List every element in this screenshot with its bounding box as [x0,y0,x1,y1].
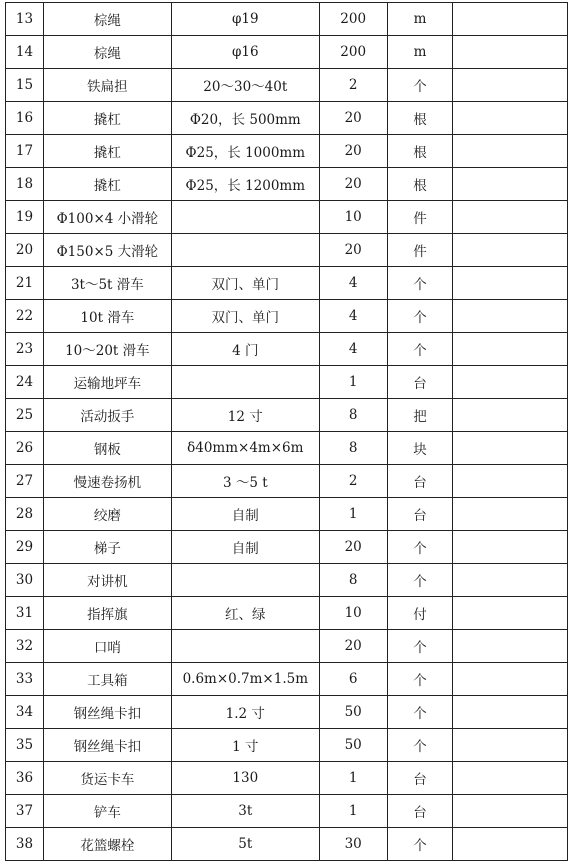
spec-cell: 3t [171,795,319,828]
remark-cell [453,102,568,135]
item-name-cell: 10t 滑车 [43,300,171,333]
unit-cell: 台 [387,498,453,531]
row-number-cell: 21 [6,267,44,300]
row-number-cell: 13 [6,3,44,36]
quantity-cell: 20 [319,531,387,564]
row-number-cell: 38 [6,828,44,861]
remark-cell [453,300,568,333]
spec-cell: 自制 [171,531,319,564]
remark-cell [453,234,568,267]
table-row [6,168,568,201]
table-row [6,69,568,102]
unit-cell: 根 [387,135,453,168]
equipment-table [5,2,568,861]
unit-cell: 根 [387,102,453,135]
table-row [6,762,568,795]
quantity-cell: 8 [319,564,387,597]
quantity-cell: 2 [319,69,387,102]
row-number-cell: 29 [6,531,44,564]
quantity-cell: 4 [319,267,387,300]
table-row [6,465,568,498]
unit-cell: 个 [387,828,453,861]
remark-cell [453,597,568,630]
remark-cell [453,663,568,696]
remark-cell [453,168,568,201]
item-name-cell: 钢丝绳卡扣 [43,729,171,762]
quantity-cell: 8 [319,432,387,465]
row-number-cell: 35 [6,729,44,762]
unit-cell: 付 [387,597,453,630]
row-number-cell: 31 [6,597,44,630]
unit-cell: 个 [387,630,453,663]
row-number-cell: 34 [6,696,44,729]
unit-cell: m [387,36,453,69]
spec-cell [171,201,319,234]
remark-cell [453,201,568,234]
item-name-cell: 指挥旗 [43,597,171,630]
unit-cell: 个 [387,333,453,366]
table-row [6,135,568,168]
quantity-cell: 2 [319,465,387,498]
table-row [6,399,568,432]
table-row [6,300,568,333]
item-name-cell: 撬杠 [43,102,171,135]
row-number-cell: 28 [6,498,44,531]
unit-cell: 台 [387,465,453,498]
quantity-cell: 4 [319,300,387,333]
row-number-cell: 36 [6,762,44,795]
remark-cell [453,531,568,564]
quantity-cell: 20 [319,234,387,267]
remark-cell [453,3,568,36]
table-row [6,3,568,36]
item-name-cell: 对讲机 [43,564,171,597]
item-name-cell: 撬杠 [43,135,171,168]
row-number-cell: 15 [6,69,44,102]
item-name-cell: 10～20t 滑车 [43,333,171,366]
table-row [6,366,568,399]
spec-cell: Φ20，长 500mm [171,102,319,135]
unit-cell: 块 [387,432,453,465]
unit-cell: 台 [387,795,453,828]
remark-cell [453,69,568,102]
item-name-cell: 钢板 [43,432,171,465]
remark-cell [453,762,568,795]
table-row [6,201,568,234]
row-number-cell: 20 [6,234,44,267]
table-row [6,630,568,663]
remark-cell [453,630,568,663]
remark-cell [453,366,568,399]
spec-cell [171,234,319,267]
table-row [6,795,568,828]
spec-cell: 4 门 [171,333,319,366]
row-number-cell: 37 [6,795,44,828]
row-number-cell: 24 [6,366,44,399]
unit-cell: 个 [387,69,453,102]
remark-cell [453,564,568,597]
row-number-cell: 30 [6,564,44,597]
item-name-cell: 撬杠 [43,168,171,201]
table-row [6,729,568,762]
spec-cell: 0.6m×0.7m×1.5m [171,663,319,696]
quantity-cell: 8 [319,399,387,432]
table-row [6,663,568,696]
item-name-cell: 钢丝绳卡扣 [43,696,171,729]
unit-cell: 台 [387,366,453,399]
quantity-cell: 4 [319,333,387,366]
quantity-cell: 6 [319,663,387,696]
quantity-cell: 1 [319,498,387,531]
spec-cell [171,366,319,399]
spec-cell: 红、绿 [171,597,319,630]
unit-cell: 件 [387,234,453,267]
item-name-cell: 3t～5t 滑车 [43,267,171,300]
quantity-cell: 20 [319,168,387,201]
spec-cell: Φ25，长 1200mm [171,168,319,201]
unit-cell: 个 [387,300,453,333]
row-number-cell: 17 [6,135,44,168]
remark-cell [453,498,568,531]
table-row [6,696,568,729]
table-row [6,531,568,564]
quantity-cell: 20 [319,135,387,168]
table-row [6,498,568,531]
row-number-cell: 25 [6,399,44,432]
item-name-cell: 货运卡车 [43,762,171,795]
remark-cell [453,729,568,762]
table-row [6,432,568,465]
table-row [6,564,568,597]
quantity-cell: 200 [319,36,387,69]
unit-cell: 个 [387,663,453,696]
spec-cell: Φ25，长 1000mm [171,135,319,168]
unit-cell: 个 [387,531,453,564]
row-number-cell: 26 [6,432,44,465]
unit-cell: 个 [387,267,453,300]
row-number-cell: 27 [6,465,44,498]
quantity-cell: 50 [319,729,387,762]
quantity-cell: 30 [319,828,387,861]
table-row [6,597,568,630]
item-name-cell: 慢速卷扬机 [43,465,171,498]
spec-cell: 双门、单门 [171,300,319,333]
quantity-cell: 1 [319,795,387,828]
quantity-cell: 20 [319,630,387,663]
remark-cell [453,267,568,300]
spec-cell: φ19 [171,3,319,36]
remark-cell [453,399,568,432]
item-name-cell: 工具箱 [43,663,171,696]
quantity-cell: 50 [319,696,387,729]
item-name-cell: 活动扳手 [43,399,171,432]
spec-cell: 1.2 寸 [171,696,319,729]
unit-cell: 个 [387,564,453,597]
item-name-cell: 绞磨 [43,498,171,531]
spec-cell: 1 寸 [171,729,319,762]
quantity-cell: 10 [319,201,387,234]
unit-cell: 把 [387,399,453,432]
spec-cell [171,564,319,597]
spec-cell: φ16 [171,36,319,69]
item-name-cell: 铁扁担 [43,69,171,102]
item-name-cell: 棕绳 [43,3,171,36]
table-row [6,234,568,267]
spec-cell: 3 ～5 t [171,465,319,498]
table-row [6,828,568,861]
item-name-cell: Φ150×5 大滑轮 [43,234,171,267]
unit-cell: 个 [387,729,453,762]
unit-cell: 台 [387,762,453,795]
unit-cell: 个 [387,696,453,729]
remark-cell [453,36,568,69]
spec-cell: 12 寸 [171,399,319,432]
spec-cell: 5t [171,828,319,861]
unit-cell: m [387,3,453,36]
item-name-cell: 运输地坪车 [43,366,171,399]
unit-cell: 根 [387,168,453,201]
remark-cell [453,828,568,861]
table-row [6,102,568,135]
spec-cell: δ40mm×4m×6m [171,432,319,465]
table-row [6,333,568,366]
item-name-cell: 梯子 [43,531,171,564]
spec-cell [171,630,319,663]
quantity-cell: 10 [319,597,387,630]
row-number-cell: 23 [6,333,44,366]
row-number-cell: 33 [6,663,44,696]
spec-cell: 双门、单门 [171,267,319,300]
remark-cell [453,465,568,498]
quantity-cell: 1 [319,762,387,795]
remark-cell [453,795,568,828]
item-name-cell: 棕绳 [43,36,171,69]
equipment-table-body [6,3,568,861]
table-row [6,267,568,300]
row-number-cell: 16 [6,102,44,135]
row-number-cell: 19 [6,201,44,234]
item-name-cell: 花篮螺栓 [43,828,171,861]
item-name-cell: 铲车 [43,795,171,828]
row-number-cell: 18 [6,168,44,201]
spec-cell: 自制 [171,498,319,531]
remark-cell [453,333,568,366]
item-name-cell: Φ100×4 小滑轮 [43,201,171,234]
quantity-cell: 1 [319,366,387,399]
row-number-cell: 32 [6,630,44,663]
remark-cell [453,696,568,729]
remark-cell [453,432,568,465]
quantity-cell: 20 [319,102,387,135]
table-row [6,36,568,69]
item-name-cell: 口哨 [43,630,171,663]
spec-cell: 20～30～40t [171,69,319,102]
spec-cell: 130 [171,762,319,795]
row-number-cell: 14 [6,36,44,69]
remark-cell [453,135,568,168]
row-number-cell: 22 [6,300,44,333]
unit-cell: 件 [387,201,453,234]
quantity-cell: 200 [319,3,387,36]
